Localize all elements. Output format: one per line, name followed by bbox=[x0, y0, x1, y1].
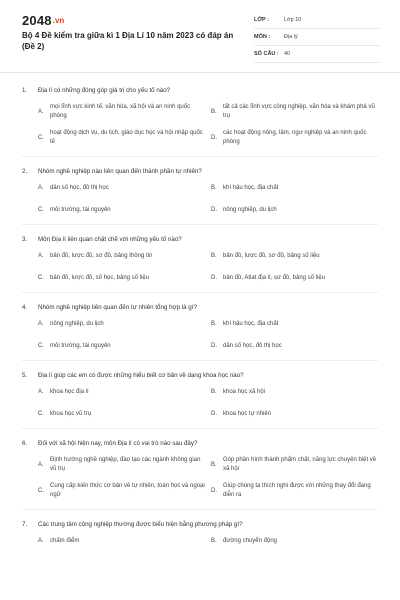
answer-option[interactable] bbox=[211, 482, 384, 500]
answer-options bbox=[38, 456, 378, 500]
option-text: bản đồ, lược đồ, sơ đồ, bảng thông tin bbox=[50, 253, 153, 259]
answer-option[interactable] bbox=[38, 410, 211, 419]
question bbox=[0, 520, 400, 546]
option-text: bản đồ, Atlat địa lí, sơ đồ, bảng số liệu bbox=[223, 275, 326, 281]
option-letter: B. bbox=[211, 389, 217, 395]
answer-options bbox=[38, 320, 378, 351]
question-divider bbox=[22, 224, 378, 225]
question-stem bbox=[22, 371, 378, 380]
answer-option[interactable] bbox=[38, 320, 211, 329]
question-stem bbox=[22, 439, 378, 448]
option-letter: B. bbox=[211, 185, 217, 191]
question bbox=[0, 303, 400, 361]
option-text: Góp phần hình thành phẩm chất, năng lực chuyên biệt về xã hội bbox=[223, 457, 377, 472]
answer-option[interactable] bbox=[211, 456, 384, 474]
answer-option[interactable] bbox=[38, 184, 211, 193]
option-text: bản đồ, lược đồ, sơ đồ, bảng số liệu bbox=[223, 253, 320, 259]
question-text: Địa lí có những đóng góp giá trị cho yếu tố nào? bbox=[38, 87, 171, 94]
question-number: 7. bbox=[22, 521, 28, 528]
question-divider bbox=[22, 292, 378, 293]
question-number: 3. bbox=[22, 236, 28, 243]
meta-count-value: 40 bbox=[284, 51, 291, 57]
meta-class-value: Lớp 10 bbox=[284, 17, 302, 23]
option-letter: C. bbox=[38, 275, 44, 281]
question-text: Các trung tâm công nghiệp thường được biểu hiện bằng phương pháp gì? bbox=[38, 521, 243, 528]
option-letter: A. bbox=[38, 389, 44, 395]
answer-options bbox=[38, 252, 378, 283]
site-logo[interactable] bbox=[22, 12, 64, 30]
option-letter: B. bbox=[211, 461, 217, 468]
option-letter: C. bbox=[38, 343, 44, 349]
option-letter: A. bbox=[38, 108, 44, 115]
meta-count-label: SỐ CÂU : bbox=[254, 51, 279, 57]
option-letter: C. bbox=[38, 134, 44, 141]
answer-option[interactable] bbox=[211, 103, 384, 121]
answer-option[interactable] bbox=[38, 388, 211, 397]
option-letter: B. bbox=[211, 253, 217, 259]
option-letter: B. bbox=[211, 108, 217, 115]
option-letter: C. bbox=[38, 207, 44, 213]
question-number: 6. bbox=[22, 440, 28, 447]
option-text: các hoạt động nông, lâm, ngư nghiệp và an ninh quốc phòng bbox=[223, 130, 367, 145]
answer-option[interactable] bbox=[38, 252, 211, 261]
question-divider bbox=[22, 360, 378, 361]
meta-count-row bbox=[254, 46, 380, 63]
question-text: Nhóm nghề nghiệp liên quan đến tự nhiên tổng hợp là gì? bbox=[38, 304, 197, 311]
question-text: Địa lí giúp các em có được những hiểu biết cơ bản về dạng khoa học nào? bbox=[38, 372, 244, 379]
option-text: Cung cấp kiến thức cơ bản về tự nhiên, toán học và ngoại ngữ bbox=[50, 483, 205, 498]
question-number: 5. bbox=[22, 372, 28, 379]
option-letter: B. bbox=[211, 538, 217, 544]
answer-options bbox=[38, 388, 378, 419]
meta-subject-row bbox=[254, 29, 380, 46]
option-text: nông nghiệp, du lịch bbox=[223, 207, 277, 213]
option-letter: D. bbox=[211, 411, 217, 417]
question-text: Môn Địa lí liên quan chặt chẽ với những yếu tố nào? bbox=[38, 236, 182, 243]
option-text: khoa học xã hội bbox=[223, 389, 266, 395]
answer-option[interactable] bbox=[211, 342, 384, 351]
answer-option[interactable] bbox=[211, 537, 384, 546]
answer-option[interactable] bbox=[38, 456, 211, 474]
option-text: môi trường, tài nguyên bbox=[50, 343, 111, 349]
question-number: 2. bbox=[22, 168, 28, 175]
question-number: 4. bbox=[22, 304, 28, 311]
option-text: khoa học địa lí bbox=[50, 389, 89, 395]
option-letter: A. bbox=[38, 461, 44, 468]
answer-option[interactable] bbox=[38, 342, 211, 351]
question-text: Nhóm nghề nghiệp nào liên quan đến thành phần tự nhiên? bbox=[38, 168, 202, 175]
option-letter: A. bbox=[38, 321, 44, 327]
question bbox=[0, 439, 400, 510]
question-list bbox=[0, 86, 400, 546]
option-text: dân số học, đô thị học bbox=[223, 343, 282, 349]
answer-options bbox=[38, 537, 378, 546]
question-stem bbox=[22, 520, 378, 529]
answer-options bbox=[38, 184, 378, 215]
answer-option[interactable] bbox=[211, 274, 384, 283]
answer-option[interactable] bbox=[211, 320, 384, 329]
question-divider bbox=[22, 509, 378, 510]
option-text: khí hậu học, địa chất bbox=[223, 321, 279, 327]
option-text: bản đồ, lược đồ, số học, bảng số liệu bbox=[50, 275, 150, 281]
option-text: Định hướng nghề nghiệp, đào tạo các ngành không gian vũ trụ bbox=[50, 457, 201, 472]
question bbox=[0, 167, 400, 225]
option-text: môi trường, tài nguyên bbox=[50, 207, 111, 213]
option-text: Giúp chúng ta thích nghi được với những thay đổi đang diễn ra bbox=[223, 483, 371, 498]
answer-option[interactable] bbox=[38, 482, 211, 500]
answer-option[interactable] bbox=[211, 410, 384, 419]
option-letter: D. bbox=[211, 487, 217, 494]
meta-subject-value: Địa lý bbox=[284, 34, 298, 40]
option-text: nông nghiệp, du lịch bbox=[50, 321, 104, 327]
option-letter: C. bbox=[38, 487, 44, 494]
option-text: đường chuyển động bbox=[223, 538, 277, 544]
logo-suffix: .vn bbox=[52, 16, 65, 26]
answer-option[interactable] bbox=[211, 206, 384, 215]
question-number: 1. bbox=[22, 87, 28, 94]
option-text: khí hậu học, địa chất bbox=[223, 185, 279, 191]
option-text: chấm điểm bbox=[50, 538, 80, 544]
option-letter: D. bbox=[211, 134, 217, 141]
question-text: Đối với xã hội hiện nay, môn Địa lí có vai trò nào sau đây? bbox=[38, 440, 198, 447]
option-text: hoạt động dịch vụ, du lịch, giáo dục học và hội nhập quốc tế bbox=[50, 130, 203, 145]
answer-option[interactable] bbox=[38, 206, 211, 215]
question bbox=[0, 235, 400, 293]
question bbox=[0, 86, 400, 157]
answer-option[interactable] bbox=[38, 274, 211, 283]
question bbox=[0, 371, 400, 429]
answer-option[interactable] bbox=[211, 388, 384, 397]
option-letter: D. bbox=[211, 207, 217, 213]
answer-option[interactable] bbox=[211, 184, 384, 193]
logo-number: 2048 bbox=[22, 13, 52, 28]
meta-subject-label: MÔN : bbox=[254, 34, 271, 40]
exam-meta bbox=[254, 12, 380, 63]
option-text: tất cả các lĩnh vực công nghiệp, văn hóa và khám phá vũ trụ bbox=[223, 104, 375, 119]
option-letter: B. bbox=[211, 321, 217, 327]
answer-option[interactable] bbox=[38, 537, 211, 546]
question-stem bbox=[22, 86, 378, 95]
option-letter: A. bbox=[38, 185, 44, 191]
meta-class-label: LỚP : bbox=[254, 17, 269, 23]
answer-option[interactable] bbox=[38, 129, 211, 147]
option-letter: C. bbox=[38, 411, 44, 417]
page-title: Bộ 4 Đề kiểm tra giữa kì 1 Địa Lí 10 năm 2023 có đáp án (Đề 2) bbox=[22, 31, 234, 51]
option-text: khoa học tự nhiên bbox=[223, 411, 272, 417]
answer-options bbox=[38, 103, 378, 147]
answer-option[interactable] bbox=[211, 129, 384, 147]
question-divider bbox=[22, 428, 378, 429]
header bbox=[0, 0, 400, 73]
option-letter: A. bbox=[38, 253, 44, 259]
question-stem bbox=[22, 303, 378, 312]
option-letter: D. bbox=[211, 275, 217, 281]
answer-option[interactable] bbox=[211, 252, 384, 261]
option-text: khoa học vũ trụ bbox=[50, 411, 92, 417]
question-stem bbox=[22, 167, 378, 176]
question-stem bbox=[22, 235, 378, 244]
question-divider bbox=[22, 156, 378, 157]
option-text: mọi lĩnh vực kinh tế, văn hóa, xã hội và an ninh quốc phòng bbox=[50, 104, 191, 119]
meta-class-row bbox=[254, 12, 380, 29]
option-text: dân số học, đô thị học bbox=[50, 185, 109, 191]
answer-option[interactable] bbox=[38, 103, 211, 121]
option-letter: A. bbox=[38, 538, 44, 544]
option-letter: D. bbox=[211, 343, 217, 349]
